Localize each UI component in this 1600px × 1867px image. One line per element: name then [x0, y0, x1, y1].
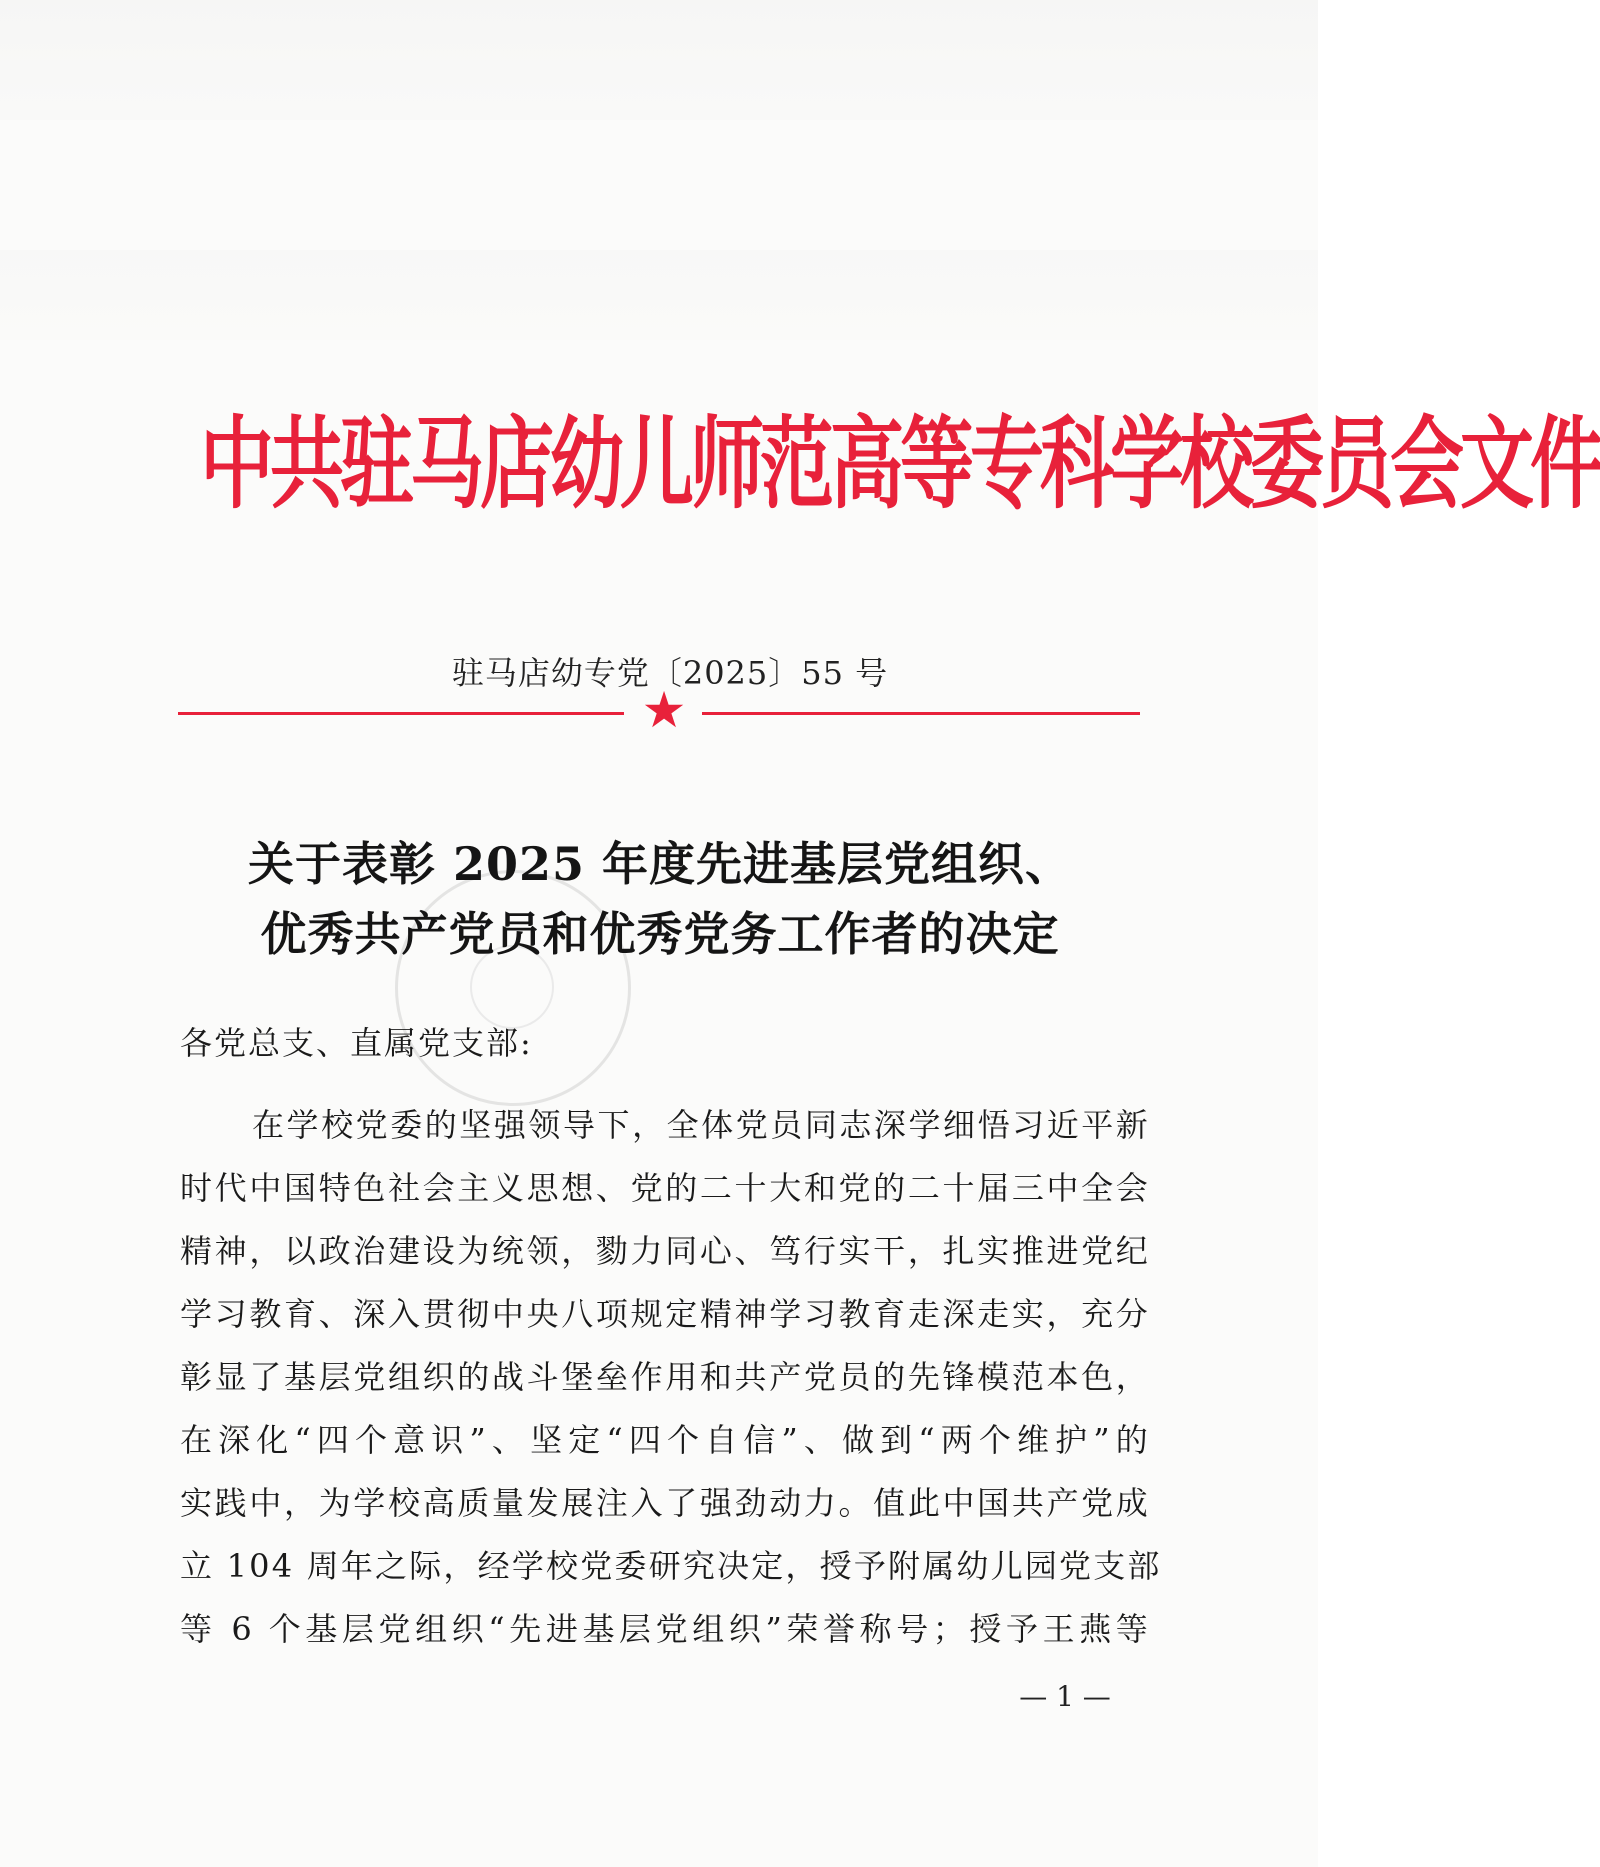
salutation: 各党总支、直属党支部: — [180, 1024, 533, 1062]
body-line: 在深化“四个意识”、坚定“四个自信”、做到“两个维护”的 — [180, 1421, 1150, 1459]
document-number: 驻马店幼专党〔2025〕55 号 — [451, 654, 889, 692]
body-line: 立 104 周年之际，经学校党委研究决定，授予附属幼儿园党支部 — [180, 1547, 1162, 1585]
body-line: 学习教育、深入贯彻中央八项规定精神学习教育走深走实，充分 — [180, 1295, 1150, 1333]
body-line: 精神，以政治建设为统领，勠力同心、笃行实干，扎实推进党纪 — [180, 1232, 1150, 1270]
body-line: 等 6 个基层党组织“先进基层党组织”荣誉称号；授予王燕等 — [180, 1610, 1150, 1648]
red-star-icon: ★ — [641, 681, 687, 739]
red-divider-right — [702, 712, 1140, 715]
issuer-header-title: 中共驻马店幼儿师范高等专科学校委员会文件 — [200, 406, 1600, 523]
body-line: 彰显了基层党组织的战斗堡垒作用和共产党员的先锋模范本色， — [180, 1358, 1150, 1396]
body-line: 实践中，为学校高质量发展注入了强劲动力。值此中国共产党成 — [180, 1484, 1150, 1522]
document-title-line-1: 关于表彰 2025 年度先进基层党组织、 — [247, 837, 1073, 891]
page-number: — 1 — — [1019, 1680, 1111, 1713]
body-line: 时代中国特色社会主义思想、党的二十大和党的二十届三中全会 — [180, 1169, 1150, 1207]
scan-shadow — [0, 0, 1318, 120]
red-divider-left — [178, 712, 624, 715]
scan-shadow — [0, 250, 1318, 340]
body-line: 在学校党委的坚强领导下，全体党员同志深学细悟习近平新 — [252, 1106, 1150, 1144]
document-title-line-2: 优秀共产党员和优秀党务工作者的决定 — [260, 907, 1060, 961]
